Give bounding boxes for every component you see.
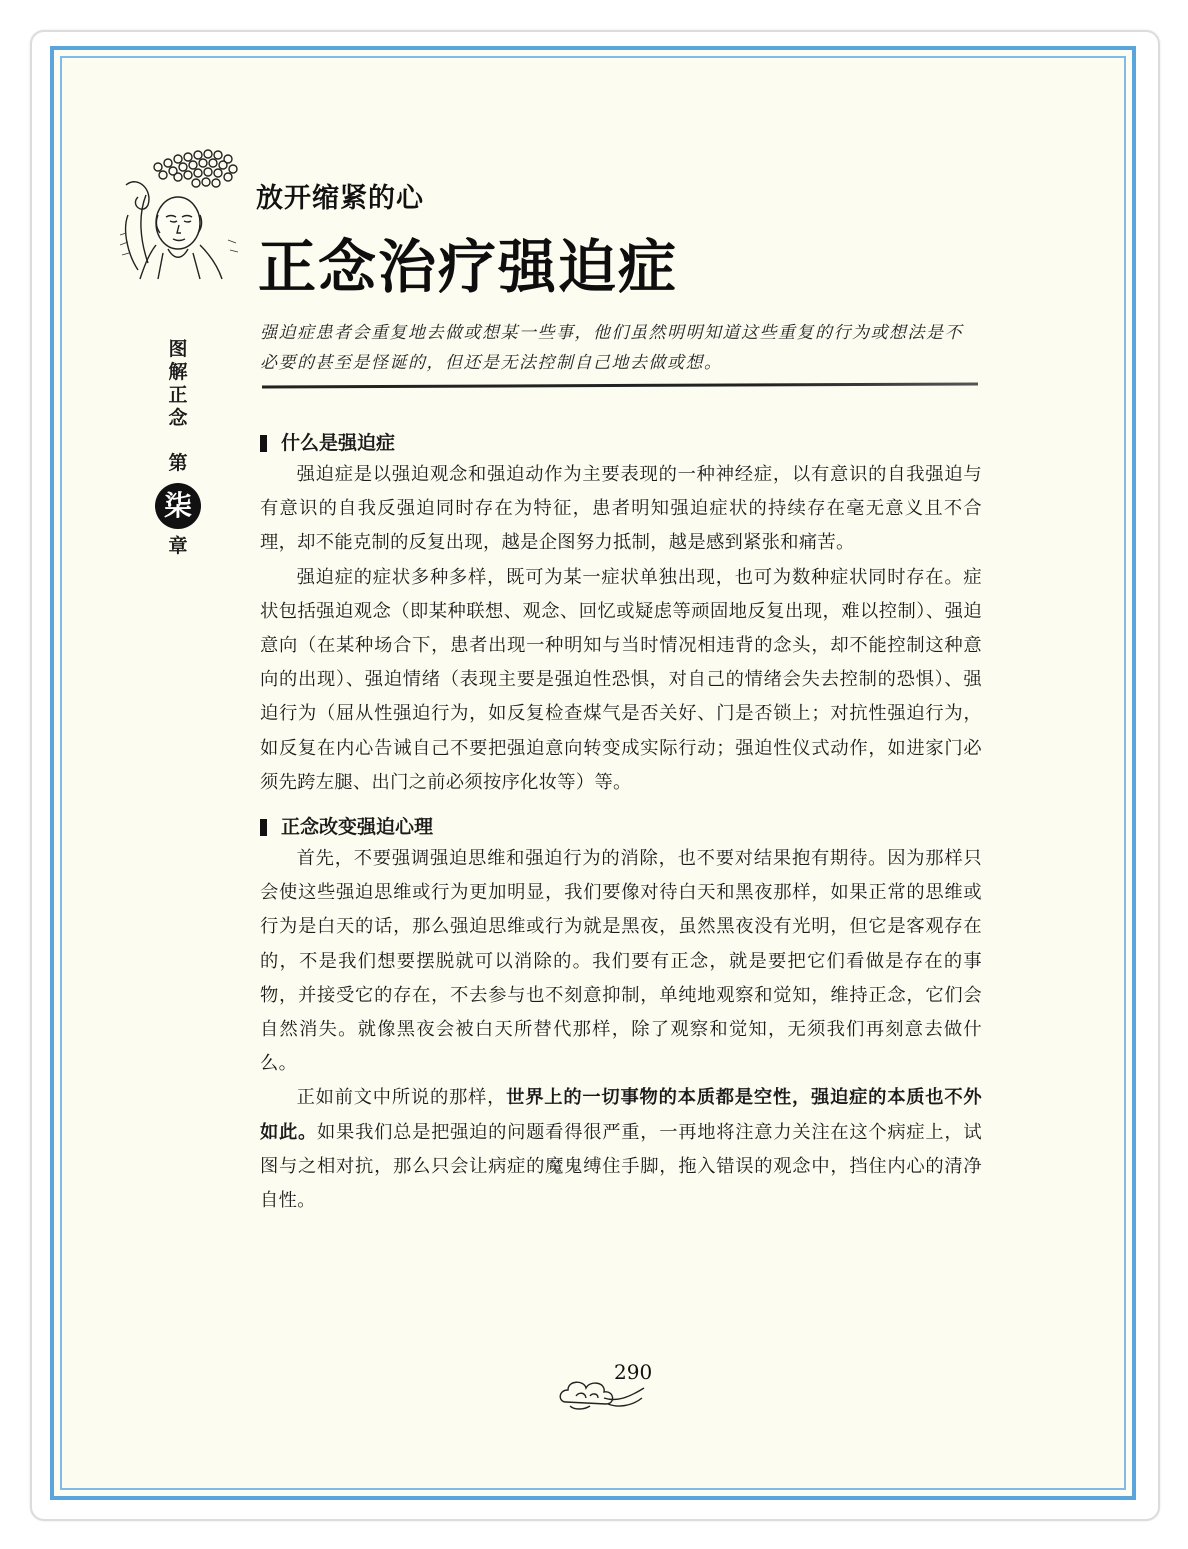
chapter-number-badge: 柒	[155, 483, 201, 529]
book-title-char: 正	[168, 384, 188, 406]
paragraph-rest: 如果我们总是把强迫的问题看得很严重，一再地将注意力关注在这个病症上，试图与之相对抗，那么只会让病症的魔鬼缚住手脚，拖入错误的观念中，挡住内心的清净自性。	[260, 1121, 983, 1212]
body-paragraph-emphasis	[260, 1081, 982, 1218]
chapter-subtitle: 放开缩紧的心	[256, 183, 424, 214]
chapter-prefix: 第	[168, 452, 188, 474]
body-paragraph: 强迫症的症状多种多样，既可为某一症状单独出现，也可为数种症状同时存在。症状包括强迫观念（即某种联想、观念、回忆或疑虑等顽固地反复出现，难以控制）、强迫意向（在某种场合下，患者出现一种明知与当时情况相违背的念头，却不能控制这种意向的出现）、强迫情绪（表现主要是强迫性恐惧，对自己的情绪会失去控制的恐惧）、强迫行为（屈从性强迫行为，如反复检查煤气是否关好、门是否锁上；对抗性强迫行为，如反复在内心告诫自己不要把强迫意向转变成实际行动；强迫性仪式动作，如进家门必须先跨左腿、出门之前必须按序化妆等）等。	[260, 566, 982, 793]
book-title-char: 解	[168, 361, 188, 383]
body-paragraph: 首先，不要强调强迫思维和强迫行为的消除，也不要对结果抱有期待。因为那样只会使这些强迫思维或行为更加明显，我们要像对待白天和黑夜那样，如果正常的思维或行为是白天的话，那么强迫思维或行为就是黑夜，虽然黑夜没有光明，但它是客观存在的，不是我们想要摆脱就可以消除的。我们要有正念，就是要把它们看做是存在的事物，并接受它的存在，不去参与也不刻意抑制，单纯地观察和觉知，维持正念，它们会自然消失。就像黑夜会被白天所替代那样，除了观察和觉知，无须我们再刻意去做什么。	[260, 848, 982, 1075]
cloud-ornament-icon	[556, 1372, 648, 1416]
chapter-suffix: 章	[168, 535, 188, 557]
section-heading	[260, 812, 982, 842]
page-footer	[556, 1358, 656, 1418]
book-title-char: 图	[168, 338, 188, 360]
section-heading	[260, 428, 982, 458]
hair-curls	[154, 150, 237, 187]
main-content	[260, 428, 982, 1218]
section-heading-text: 什么是强迫症	[281, 432, 396, 454]
heading-marker-icon	[260, 819, 267, 836]
chapter-side-nav	[163, 338, 193, 558]
body-paragraph: 强迫症是以强迫观念和强迫动作为主要表现的一种神经症，以有意识的自我强迫与有意识的自我反强迫同时存在为特征，患者明知强迫症状的持续存在毫无意义且不合理，却不能克制的反复出现，越是企图努力抵制，越是感到紧张和痛苦。	[260, 464, 982, 554]
intro-summary: 强迫症患者会重复地去做或想某一些事，他们虽然明明知道这些重复的行为或想法是不必要的甚至是怪诞的，但还是无法控制自己地去做或想。	[260, 323, 963, 373]
bold-emphasis: 世界上的一切事物的本质都是空性，强迫症的本质也不外如此。	[260, 1087, 982, 1143]
section-heading-text: 正念改变强迫心理	[281, 816, 434, 839]
page-title: 正念治疗强迫症	[258, 233, 679, 301]
paragraph-lead: 正如前文中所说的那样，	[296, 1087, 507, 1109]
monk-portrait-illustration	[118, 145, 248, 280]
page-number: 290	[614, 1360, 653, 1384]
heading-marker-icon	[260, 435, 267, 452]
book-title-char: 念	[168, 407, 188, 429]
